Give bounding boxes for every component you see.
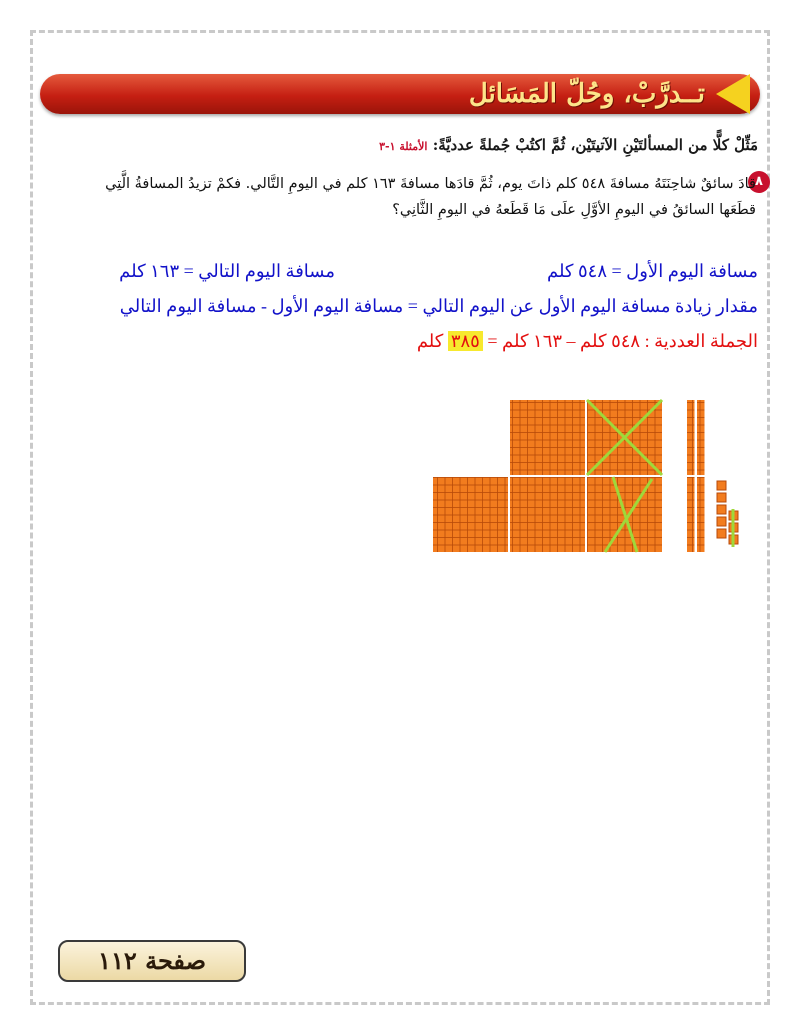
one-cube (717, 481, 726, 490)
instruction-text: مَثِّلْ كلًّا من المسألتَيْنِ الآتيتَيْن، ثُمَّ اكتُبْ جُملةً عدديَّةً: (432, 136, 758, 154)
problem-number-badge: ٨ (748, 171, 770, 193)
instruction-line (42, 136, 758, 154)
ten-rod (697, 477, 705, 552)
hundred-block (510, 477, 585, 552)
problem-text: قادَ سائقٌ شاحِنَتَهُ مسافةَ ٥٤٨ كلم ذاتَ يوم، ثُمَّ قادَها مسافةَ ١٦٣ كلم في اليومِ التَّالي. فكمْ تزيدُ المسافةُ الَّتِي قطَعَها السائقُ في اليومِ الأوَّلِ علَى مَا قَطَعهُ في اليومِ الثَّانِي؟ (105, 176, 756, 218)
number-sentence-unit: كلم (416, 331, 444, 351)
answer-day1-distance: مسافة اليوم الأول = ٥٤٨ كلم (546, 261, 758, 281)
one-cube (717, 505, 726, 514)
examples-reference: الأمثلة ١-٣ (379, 140, 428, 153)
one-cube (717, 529, 726, 538)
section-title: تــدرَّبْ، وحُلّ المَسَائل (468, 79, 705, 109)
number-sentence-expression: الجملة العددية : ٥٤٨ كلم – ١٦٣ كلم = (487, 331, 758, 351)
ten-rod (687, 400, 695, 475)
one-cube (717, 517, 726, 526)
hundred-block (433, 477, 508, 552)
one-cube (717, 493, 726, 502)
base-ten-blocks-illustration (430, 395, 760, 560)
hundred-block (510, 400, 585, 475)
banner-arrow-icon (716, 74, 750, 114)
ten-rod (687, 477, 695, 552)
answer-day2-distance: مسافة اليوم التالي = ١٦٣ كلم (119, 261, 335, 281)
page-number-label: صفحة ١١٢ (58, 940, 246, 982)
number-sentence (417, 331, 758, 352)
number-sentence-result: ٣٨٥ (448, 331, 483, 351)
answer-difference-statement: مقدار زيادة مسافة اليوم الأول عن اليوم التالي = مسافة اليوم الأول - مسافة اليوم التالي (119, 296, 758, 316)
ten-rod (697, 400, 705, 475)
